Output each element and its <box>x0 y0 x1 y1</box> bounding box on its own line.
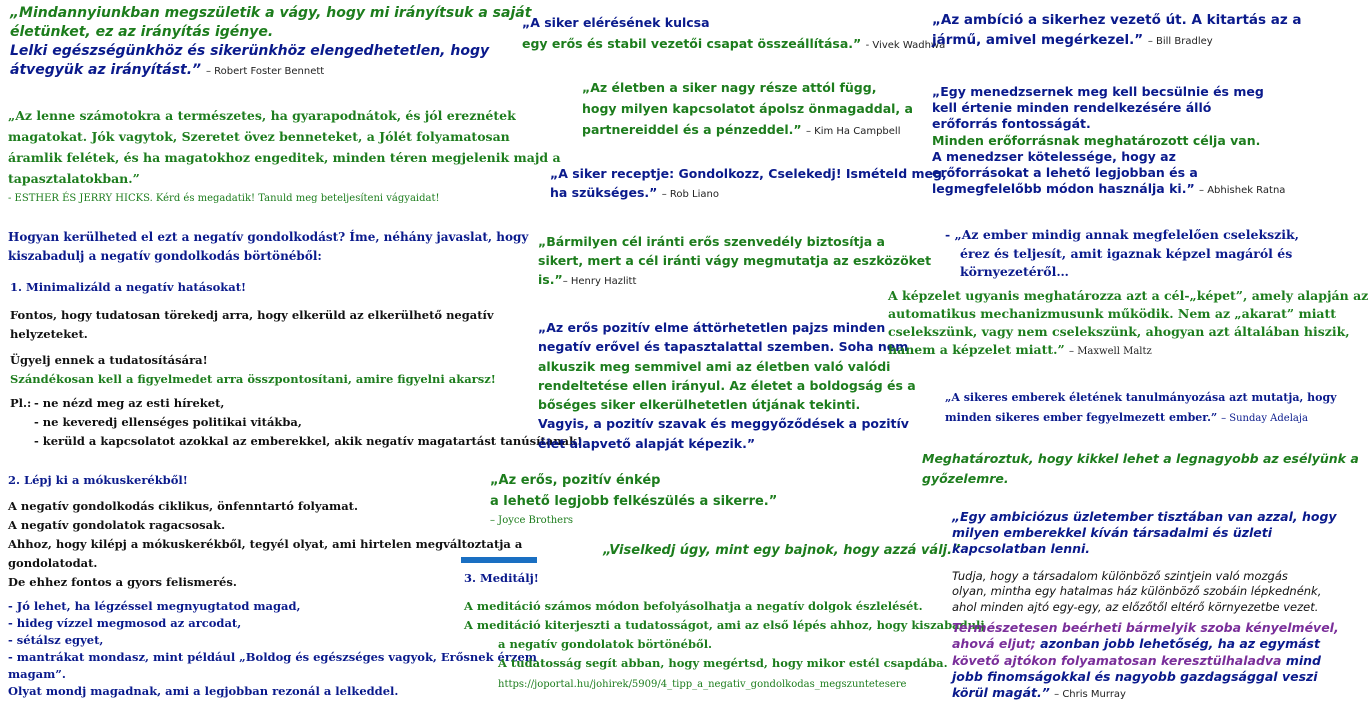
statement-line: győzelemre. <box>922 471 1009 486</box>
quote-campbell <box>582 77 913 142</box>
quote-author: – Maxwell Maltz <box>1069 346 1152 357</box>
quote-bennett <box>10 4 531 81</box>
quote-author: - ESTHER ÉS JERRY HICKS. Kérd és megadatik! Tanuld meg beteljesíteni vágyaidat! <box>8 193 440 204</box>
tip-1 <box>10 279 582 451</box>
quote-line: milyen emberekkel kíván társadalmi és üzleti <box>952 525 1273 541</box>
quote-line: legmegfelelőbb módon használja ki.” <box>932 181 1195 197</box>
quote-maltz-intro <box>945 226 1299 282</box>
quote-author: – Kim Ha Campbell <box>805 126 901 137</box>
quote-line: automatikus mechanizmusunk működik. Nem az „akarat” miatt <box>888 306 1337 321</box>
tip-text: Szándékosan kell a figyelmedet arra összpontosítani, amire figyelni akarsz! <box>10 372 496 386</box>
list-item: - ne nézd meg az esti híreket, <box>34 396 225 410</box>
quote-line: „Egy menedzsernek meg kell becsülnie és meg <box>932 84 1264 99</box>
quote-line: kell értenie minden rendelkezésére álló <box>932 100 1212 116</box>
quote-line: „Mindannyiunkban megszületik a vágy, hogy mi irányítsuk a saját <box>10 5 532 21</box>
quote-line: „Viselkedj úgy, mint egy bajnok, hogy azzá válj.” <box>603 543 961 558</box>
quote-author: – Robert Foster Bennett <box>205 66 325 77</box>
example-label: Pl.: <box>10 396 32 410</box>
source-link[interactable]: https://joportal.hu/johirek/5909/4_tipp_a_negativ_gondolkodas_megszuntetesere <box>498 679 907 690</box>
quote-author: – Chris Murray <box>1054 688 1126 700</box>
quote-line: „A sikeres emberek életének tanulmányozása azt mutatja, hogy <box>945 391 1337 404</box>
quote-line: rendeltetése ellen irányul. Az életet a boldogság és a <box>538 377 916 393</box>
quote-line: ha szükséges.” <box>550 185 658 200</box>
quote-author: – Abhishek Ratna <box>1199 185 1286 197</box>
tip-text: a negatív gondolatok börtönéből. <box>498 637 713 651</box>
intro-line: kiszabadulj a negatív gondolkodás börtönéből: <box>8 249 322 263</box>
quote-line: „Az életben a siker nagy része attól függ, <box>582 80 877 95</box>
quote-line: tapasztalatokban.” <box>8 171 140 186</box>
quote-line: Tudja, hogy a társadalom különböző szintjein való mozgás <box>952 568 1288 583</box>
list-item: - ne keveredj ellenséges politikai vitákba, <box>34 415 302 429</box>
tip-text: Ügyelj ennek a tudatosítására! <box>10 353 208 367</box>
quote-line: erőforrásokat a lehető legjobban és a <box>932 165 1198 181</box>
quote-author: – Joyce Brothers <box>490 515 573 526</box>
quote-line: környezetéről… <box>960 264 1069 279</box>
list-item: - Jó lehet, ha légzéssel megnyugtatod magad, <box>8 599 301 613</box>
quote-line: egy erős és stabil vezetői csapat összeállítása.” <box>522 36 862 51</box>
quote-line: ahová eljut; <box>952 636 1036 652</box>
quote-line: azonban jobb lehetőség, ha az egymást <box>1035 636 1320 652</box>
quote-line: ahol minden ajtó egy-egy, az előzőtől eltérő környezetbe vezet. <box>952 599 1319 614</box>
quote-bradley <box>932 10 1302 52</box>
list-item: - sétálsz egyet, <box>8 633 104 647</box>
quote-line: cselekszünk, vagy nem cselekszünk, ahogyan azt általában hiszik, <box>888 324 1350 339</box>
quote-ratna <box>932 84 1285 199</box>
tip-text: Fontos, hogy tudatosan törekedj arra, hogy elkerüld az elkerülhető negatív <box>10 308 494 322</box>
quote-author: - Vivek Wadhwa <box>865 40 946 51</box>
quote-line: negatív erővel és tapasztalattal szemben. Soha nem <box>538 339 909 355</box>
quote-line: „Az erős, pozitív énkép <box>490 473 661 488</box>
tip-text: A meditáció számos módon befolyásolhatja a negatív dolgok észlelését. <box>464 599 923 613</box>
quote-line: kapcsolatban lenni. <box>952 541 1091 557</box>
intro-paragraph <box>8 228 528 266</box>
quote-line: érez és teljesít, amit igaznak képzel magáról és <box>960 245 1293 261</box>
tip-closing: Olyat mondj magadnak, ami a legjobban rezonál a lelkeddel. <box>8 684 399 698</box>
quote-line: Minden erőforrásnak meghatározott célja van. <box>932 132 1261 148</box>
quote-line: erőforrás fontosságát. <box>932 116 1091 132</box>
quote-line: Vagyis, a pozitív szavak és meggyőződések a pozitív <box>538 416 909 432</box>
statement-line: Meghatároztuk, hogy kikkel lehet a legnagyobb az esélyünk a <box>922 451 1359 466</box>
quote-liano <box>550 164 947 204</box>
quote-champion <box>603 542 960 560</box>
tip-text: Ahhoz, hogy kilépj a mókuskerékből, tegyél olyat, ami hirtelen megváltoztatja a <box>8 537 523 551</box>
quote-line: Természetesen beérheti bármelyik szoba kényelmével, <box>952 620 1339 636</box>
list-item: - mantrákat mondasz, mint például „Boldog és egészséges vagyok, Erősnek érzem <box>8 650 537 664</box>
quote-line: „A siker receptje: Gondolkozz, Cselekedj! Ismételd meg, <box>550 166 947 181</box>
tip-text: A meditáció kiterjeszti a tudatosságot, ami az első lépés ahhoz, hogy kiszabadulj <box>464 618 985 632</box>
quote-line: „Az ambíció a sikerhez vezető út. A kitartás az a <box>932 12 1302 28</box>
quote-line: átvegyük az irányítást.” <box>10 62 202 78</box>
quote-line: magatokat. Jók vagytok, Szeretet övez benneteket, a Jólét folyamatosan <box>8 129 510 144</box>
quote-maltz <box>888 287 1368 361</box>
quote-author: – Sunday Adelaja <box>1221 413 1308 424</box>
tip-text: A negatív gondolkodás ciklikus, önfenntartó folyamat. <box>8 499 358 513</box>
quote-line: „Egy ambiciózus üzletember tisztában van azzal, hogy <box>952 509 1337 524</box>
quote-line: A menedzser kötelessége, hogy az <box>932 148 1176 164</box>
quote-line: „Az erős pozitív elme áttörhetetlen pajzs minden <box>538 320 886 335</box>
quote-wadhwa <box>522 12 945 56</box>
tip-text: A negatív gondolatok ragacsosak. <box>8 518 226 532</box>
quote-line: áramlik felétek, és ha magatokhoz engeditek, minden téren megjelenik majd a <box>8 150 561 165</box>
intro-line: Hogyan kerülheted el ezt a negatív gondolkodást? Íme, néhány javaslat, hogy <box>8 230 529 244</box>
quote-line: sikert, mert a cél iránti vágy megmutatja az eszközöket <box>538 253 932 268</box>
section-divider-bar <box>461 557 537 563</box>
tip-heading: 3. Meditálj! <box>464 571 539 585</box>
quote-line: is.” <box>538 272 563 287</box>
quote-author: – Henry Hazlitt <box>562 276 637 287</box>
quote-line: körül magát.” <box>952 684 1050 700</box>
list-item: - kerüld a kapcsolatot azokkal az emberekkel, akik negatív magatartást tanúsítanak! <box>34 434 583 448</box>
quote-line: „Bármilyen cél iránti erős szenvedély biztosítja a <box>538 234 885 249</box>
quote-brothers <box>490 470 777 530</box>
statement-chances <box>922 449 1359 489</box>
tip-heading: 2. Lépj ki a mókuskerékből! <box>8 473 188 487</box>
quote-line: partnereiddel és a pénzeddel.” <box>582 122 802 137</box>
quote-line: A képzelet ugyanis meghatározza azt a cél-„képet”, amely alapján az <box>888 288 1368 303</box>
quote-murray <box>952 509 1339 703</box>
quote-line: - „Az ember mindig annak megfelelően cselekszik, <box>945 227 1300 242</box>
tip-3 <box>464 569 985 690</box>
quote-line: olyan, mintha egy hatalmas ház különböző szobáin lépkednénk, <box>952 584 1322 599</box>
quote-line: „A siker elérésének kulcsa <box>522 15 710 30</box>
tip-2 <box>8 472 537 700</box>
tip-text: A tudatosság segít abban, hogy megértsd, hogy mikor estél csapdába. <box>498 656 948 670</box>
tip-text: helyzeteket. <box>10 327 88 341</box>
tip-heading: 1. Minimalizáld a negatív hatásokat! <box>10 280 247 294</box>
quote-line: hanem a képzelet miatt.” <box>888 342 1065 357</box>
list-item: magam”. <box>8 667 66 681</box>
quote-line: a lehető legjobb felkészülés a sikerre.” <box>490 494 778 509</box>
tip-text: gondolatodat. <box>8 556 98 570</box>
quote-line: életünket, ez az irányítás igénye. <box>10 24 274 40</box>
quote-hicks <box>8 105 561 209</box>
tip-text: De ehhez fontos a gyors felismerés. <box>8 575 237 589</box>
list-item: - hideg vízzel megmosod az arcodat, <box>8 616 242 630</box>
quote-line: hogy milyen kapcsolatot ápolsz önmagaddal, a <box>582 101 913 116</box>
quote-line: Lelki egészségünkhöz és sikerünkhöz elengedhetetlen, hogy <box>10 43 490 59</box>
quote-line: jobb finomságokkal és nagyobb gazdagsággal veszi <box>952 668 1318 684</box>
quote-line: minden sikeres ember fegyelmezett ember.” <box>945 411 1218 424</box>
quote-hazlitt <box>538 232 931 291</box>
quote-author: – Bill Bradley <box>1147 36 1213 47</box>
quote-positive-mind <box>538 318 916 453</box>
quote-line: élet alapvető alapját képezik.” <box>538 435 756 451</box>
quote-line: követő ajtókon folyamatosan keresztülhaladva <box>952 652 1282 668</box>
quote-line: mind <box>1281 652 1321 668</box>
quote-line: bőséges siker elkerülhetetlen útjának tekinti. <box>538 397 861 413</box>
quote-author: – Rob Liano <box>661 189 719 200</box>
quote-line: jármű, amivel megérkezel.” <box>932 32 1144 48</box>
quote-line: „Az lenne számotokra a természetes, ha gyarapodnátok, és jól ereznétek <box>8 108 516 123</box>
quote-adelaja <box>945 388 1337 429</box>
quote-line: alkuszik meg semmivel ami az életben való valódi <box>538 358 891 374</box>
